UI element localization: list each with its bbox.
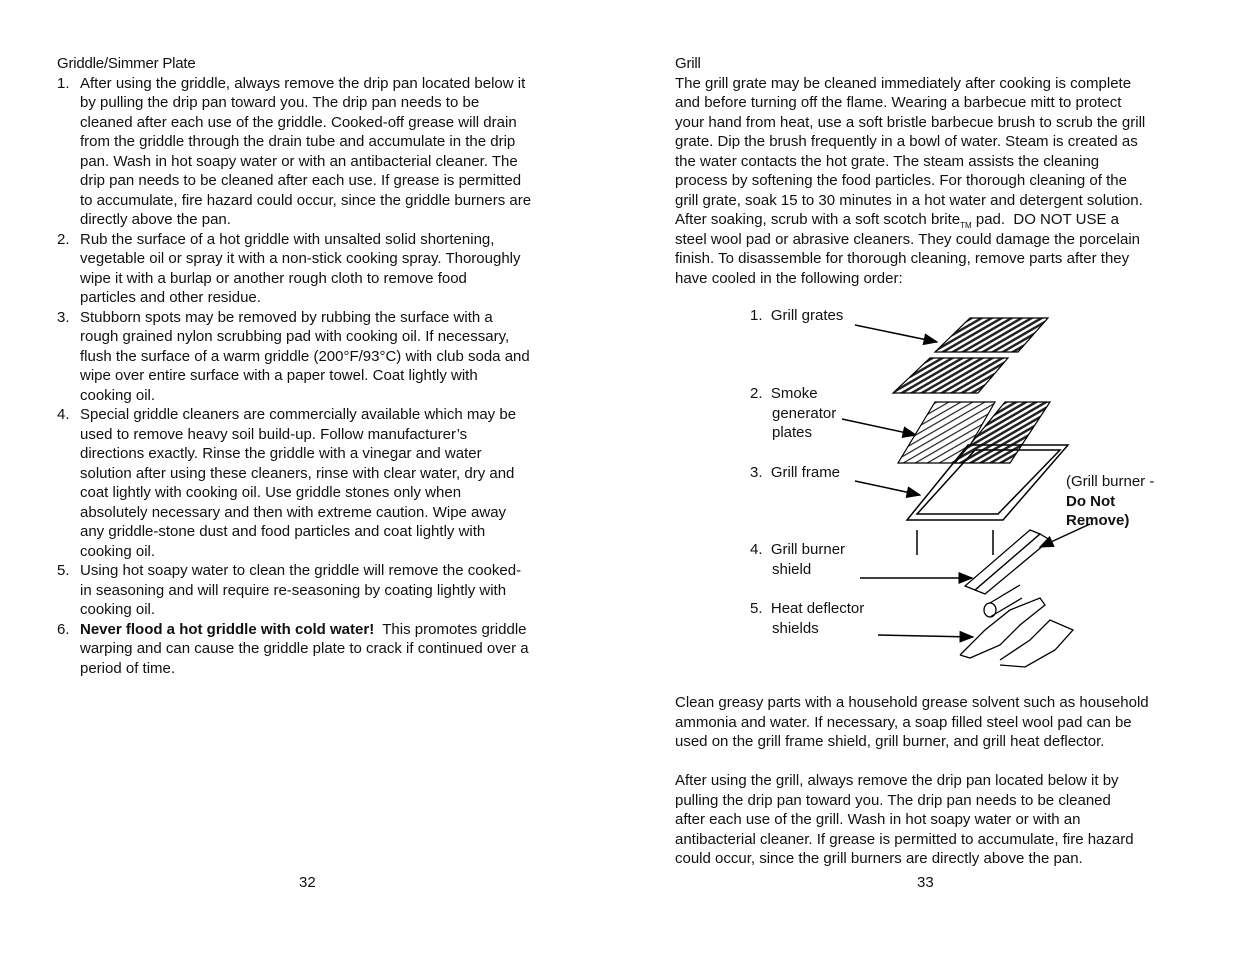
arrow-grill-frame [855, 481, 920, 495]
item-number: 6. [57, 620, 70, 638]
label-smoke-generator-plates: 2. Smoke generator plates [750, 385, 837, 441]
label-heat-deflector-shields: 5. Heat deflector shields [750, 600, 865, 637]
drip-pan-paragraph [675, 771, 1195, 869]
arrow-grill-burner [1040, 524, 1090, 547]
label-grill-frame: 3. Grill frame [750, 464, 841, 481]
text-line: Stubborn spots may be removed by rubbing the surface with a [80, 308, 493, 326]
text-line: drip pan needs to be cleaned after each use. If grease is permitted [80, 172, 522, 189]
text-line: pulling the drip pan toward you. The drip pan needs to be cleaned [675, 791, 1111, 809]
text-line: steel wool pad or abrasive cleaners. They could damage the porcelain [675, 230, 1140, 248]
text-line: any griddle-stone dust and food particles and coat lightly with [80, 523, 486, 540]
text-line: After using the grill, always remove the drip pan located below it by [675, 772, 1119, 789]
text-line: Rub the surface of a hot griddle with unsalted solid shortening, [80, 230, 495, 248]
text-line: could occur, since the grill burners are directly above the pan. [675, 850, 1083, 867]
right-page-cleaning [675, 693, 1195, 869]
item-line: period of time. [80, 659, 176, 677]
text-line: Using hot soapy water to clean the griddle will remove the cooked- [80, 562, 522, 579]
text-line: absolutely necessary and then with extreme caution. Wipe away [80, 503, 507, 521]
text-line: wipe over entire surface with a paper towel. Coat lightly with [80, 367, 478, 384]
smoke-plates-drawing [898, 402, 1050, 463]
arrow-heat-deflector [878, 635, 973, 637]
item-line: warping and can cause the griddle plate to crack if continued over a [80, 640, 529, 657]
item-number: 4. [57, 406, 70, 423]
text-line: vegetable oil or spray it with a non-stick cooking spray. Thoroughly [80, 250, 521, 267]
text-line: have cooled in the following order: [675, 269, 903, 287]
item-number: 2. [57, 230, 70, 248]
text-line: cooking oil. [80, 386, 156, 404]
page-number-left: 32 [299, 874, 316, 891]
text-line: from the griddle through the drain tube and accumulate in the drip [80, 133, 516, 150]
text-line: cooking oil. [80, 542, 156, 560]
grill-grates-drawing [893, 318, 1048, 393]
section-heading-griddle: Griddle/Simmer Plate [57, 55, 196, 72]
label-grill-grates: 1. Grill grates [750, 307, 844, 324]
page-number-right: 33 [917, 874, 934, 891]
burner-shield-drawing [965, 530, 1050, 617]
text-line: flush the surface of a warm griddle (200°F/93°C) with club soda and [80, 347, 530, 365]
trademark-sub: TM [960, 221, 972, 230]
text-line: Special griddle cleaners are commercially available which may be [80, 406, 517, 423]
label-grill-burner-shield: 4. Grill burner shield [750, 541, 846, 578]
text-line: used to remove heavy soil build-up. Follow manufacturer’s [80, 425, 468, 443]
section-heading-grill: Grill [675, 55, 701, 72]
text-line: cleaned after each use of the griddle. Cooked-off grease will drain [80, 113, 517, 131]
warning-text: Never flood a hot griddle with cold water! [80, 620, 375, 638]
arrow-smoke-plates [842, 419, 916, 435]
text-line: the water contacts the hot grate. The steam assists the cleaning [675, 152, 1100, 170]
text-line: by pulling the drip pan toward you. The drip pan needs to be [80, 94, 480, 111]
text-line: after each use of the grill. Wash in hot soapy water or with an [675, 811, 1081, 828]
arrow-grill-grates [855, 325, 937, 342]
text-line: finish. To disassemble for thorough cleaning, remove parts after they [675, 250, 1130, 267]
text-line: in seasoning and will require re-seasoning by coating lightly with [80, 581, 507, 599]
text: After soaking, scrub with a soft scotch brite [675, 211, 961, 228]
text-line: Clean greasy parts with a household grease solvent such as household [675, 694, 1149, 711]
text-line: directly above the pan. [80, 211, 231, 228]
text-line: cooking oil. [80, 601, 156, 618]
text-line: your hand from heat, use a soft bristle barbecue brush to scrub the grill [675, 113, 1146, 131]
text-line: antibacterial cleaner. If grease is permitted to accumulate, fire hazard [675, 830, 1134, 848]
grease-solvent-paragraph [675, 693, 1195, 752]
text-line: coat lightly with cooking oil. Use griddle stones only when [80, 484, 462, 501]
text-line: The grill grate may be cleaned immediately after cooking is complete [675, 74, 1132, 92]
text-line: grill grate, soak 15 to 30 minutes in a hot water and detergent solution. [675, 191, 1143, 209]
text: pad. DO NOT USE a [971, 211, 1119, 228]
text-line: solution after using these cleaners, rinse with clear water, dry and [80, 464, 515, 482]
text-line: wipe it with a burlap or another rough cloth to remove food [80, 269, 467, 287]
text-line: and before turning off the flame. Wearing a barbecue mitt to protect [675, 94, 1122, 111]
item-number: 1. [57, 74, 70, 92]
label-grill-burner-note: (Grill burner - Do Not Remove) [1066, 473, 1155, 529]
text-line: pan. Wash in hot soapy water or with an antibacterial cleaner. The [80, 152, 518, 170]
text-line: grate. Dip the brush frequently in a bowl of water. Steam is created as [675, 133, 1138, 150]
item-number: 3. [57, 308, 70, 326]
text-line: ammonia and water. If necessary, a soap filled steel wool pad can be [675, 713, 1132, 731]
text-line: particles and other residue. [80, 289, 261, 306]
text-line: to accumulate, fire hazard could occur, since the griddle burners are [80, 191, 532, 209]
heat-deflector-drawing [960, 598, 1073, 667]
item-number: 5. [57, 562, 70, 579]
text-line: After using the griddle, always remove the drip pan located below it [80, 74, 526, 92]
item-text: This promotes griddle [374, 620, 527, 638]
text-line: used on the grill frame shield, grill burner, and grill heat deflector. [675, 733, 1105, 750]
text-line: directions exactly. Rinse the griddle with a vinegar and water [80, 445, 482, 462]
text-line: process by softening the food particles. For thorough cleaning of the [675, 172, 1127, 189]
text-line: rough grained nylon scrubbing pad with cooking oil. If necessary, [80, 328, 510, 345]
